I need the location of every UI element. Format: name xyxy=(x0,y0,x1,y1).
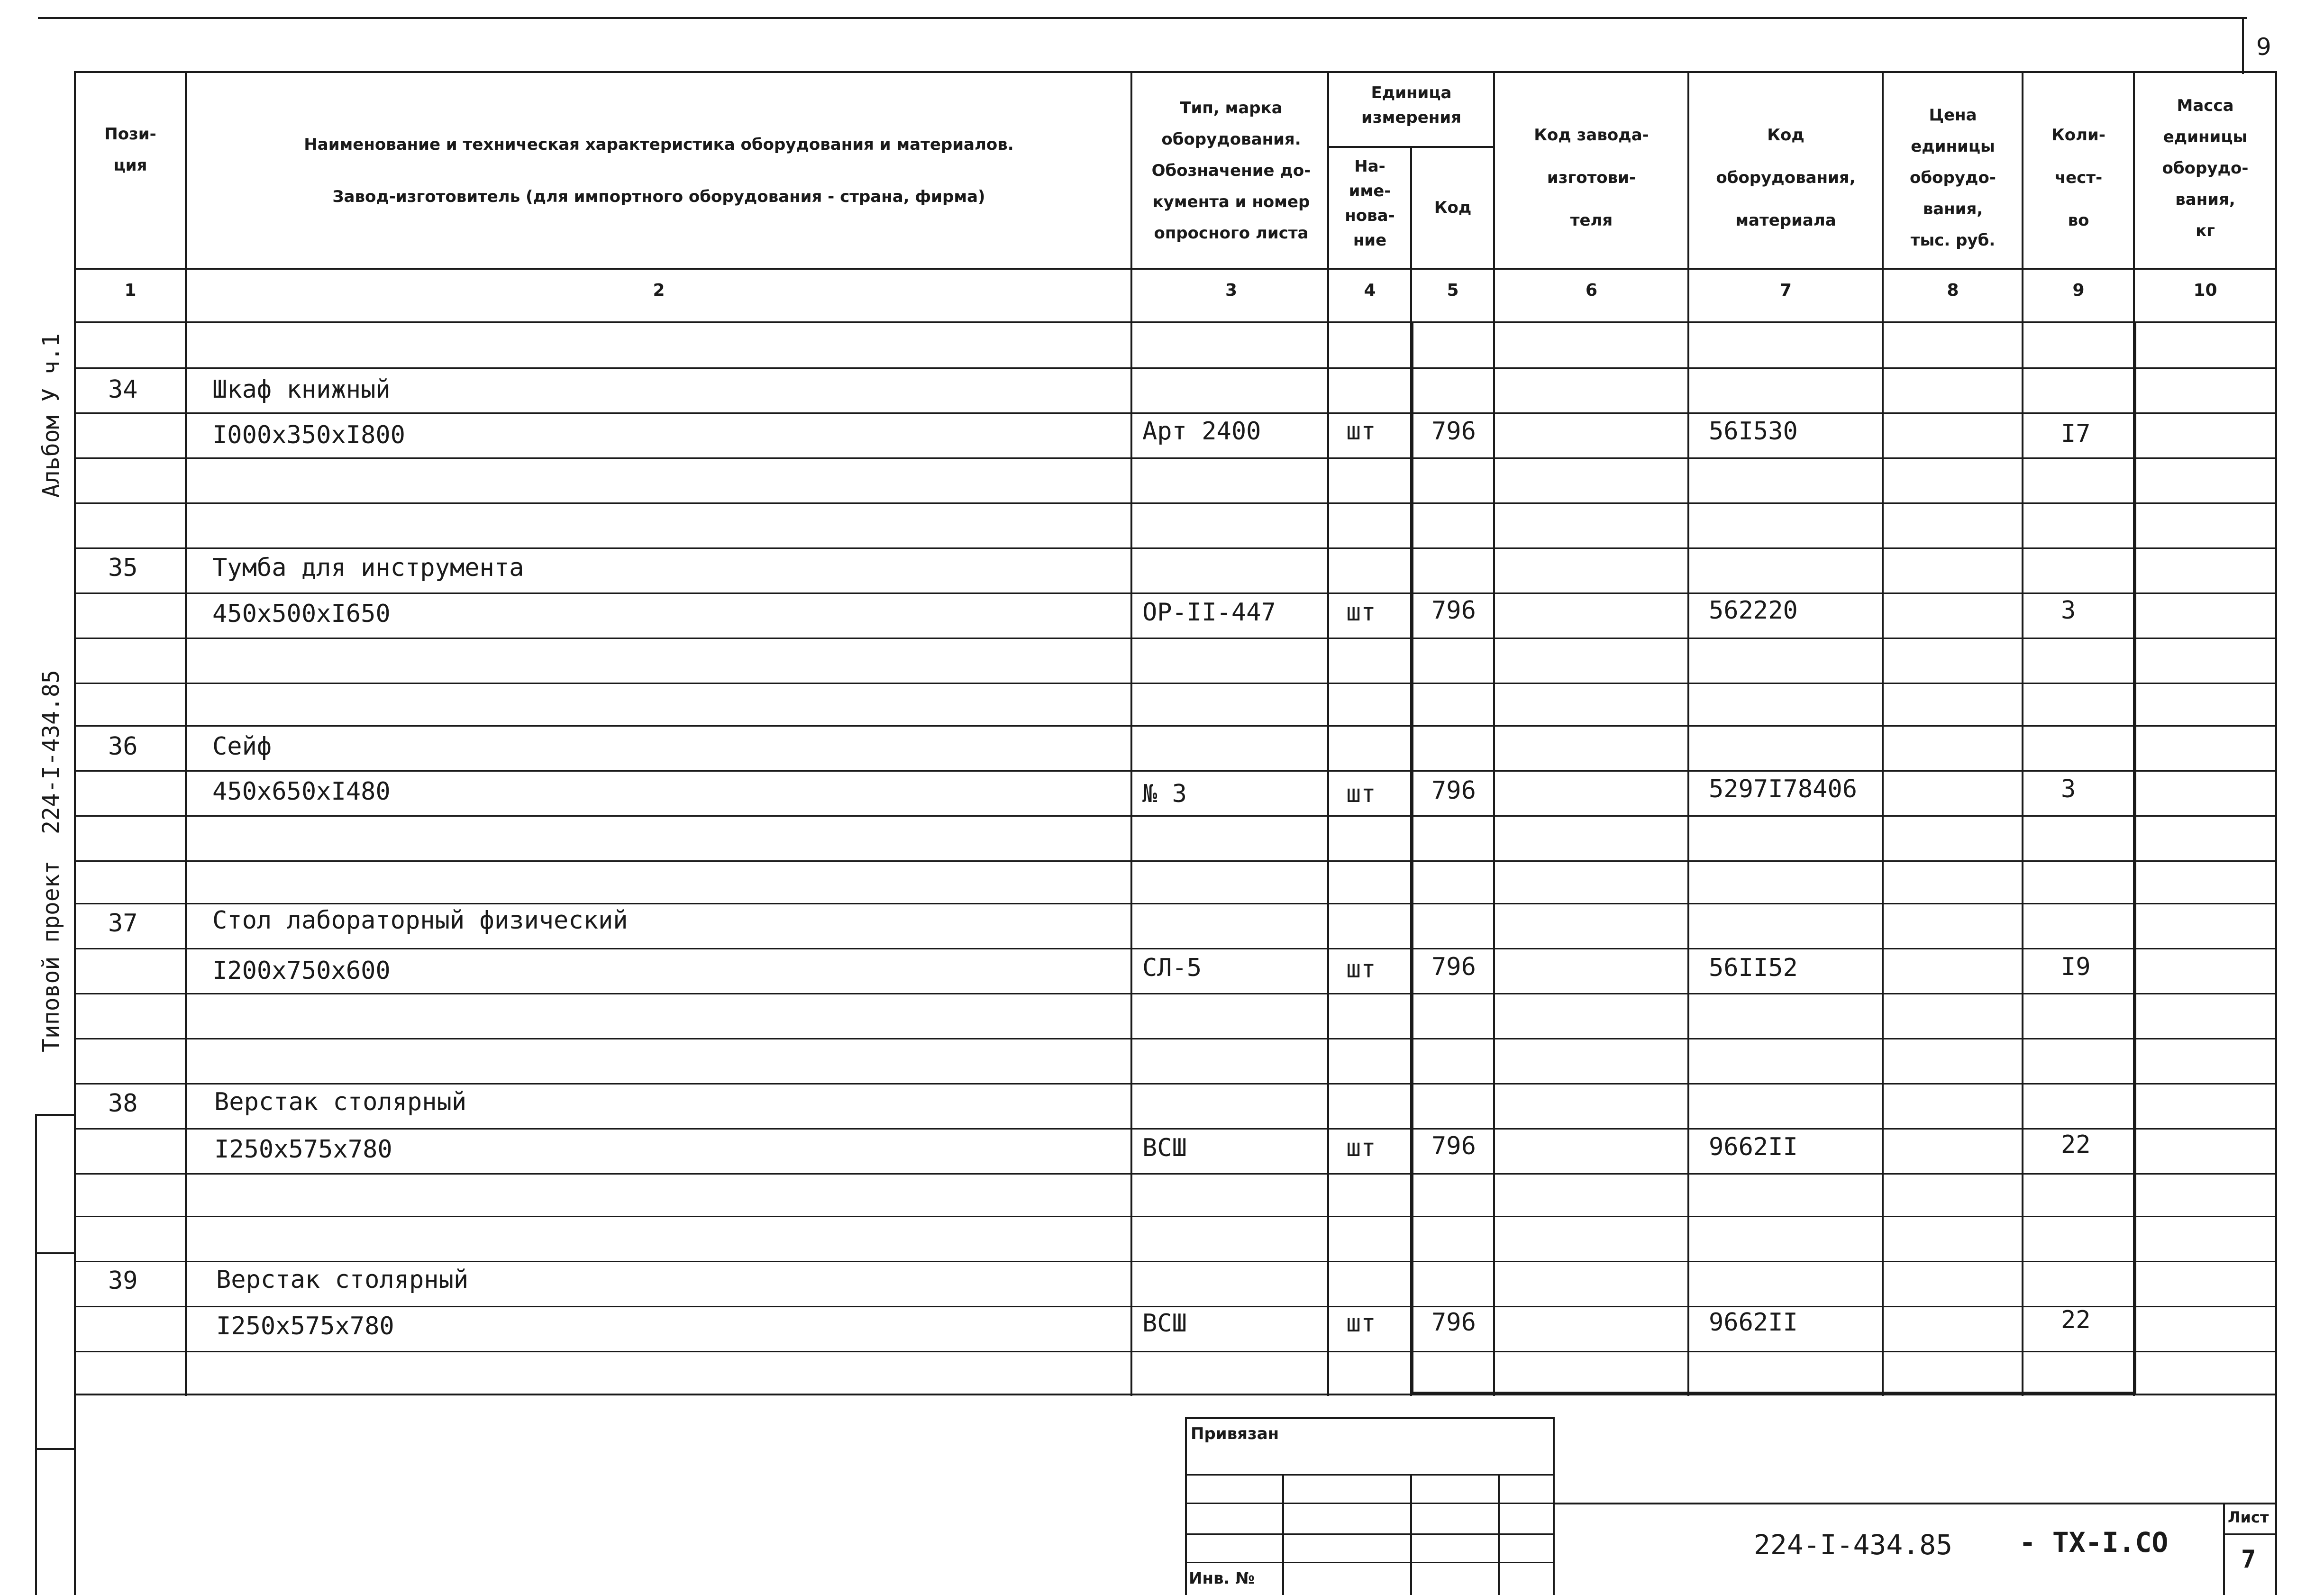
item-dimensions: 450x650xI480 xyxy=(212,777,391,806)
row-line xyxy=(74,1083,2277,1085)
item-equipment-code: 9662II xyxy=(1709,1133,1798,1161)
column-number: 7 xyxy=(1779,281,1792,300)
column-numbers-divider xyxy=(74,321,2277,323)
column-number: 1 xyxy=(124,281,137,300)
row-line xyxy=(74,860,2277,862)
stamp-line xyxy=(1185,1417,1555,1419)
col-line xyxy=(1130,71,1132,1396)
row-line xyxy=(74,1038,2277,1039)
left-stamp-line xyxy=(35,1252,75,1254)
row-line xyxy=(74,502,2277,504)
item-type: ВСШ xyxy=(1142,1309,1187,1338)
row-line xyxy=(74,1351,2277,1352)
item-type: СЛ-5 xyxy=(1142,954,1202,982)
row-line xyxy=(74,457,2277,459)
stamp-line xyxy=(1410,1474,1412,1595)
item-name: Шкаф книжный xyxy=(212,375,391,404)
item-unit-code: 796 xyxy=(1431,417,1476,446)
row-line xyxy=(74,815,2277,817)
item-unit-code: 796 xyxy=(1431,1308,1476,1337)
header-divider xyxy=(74,268,2277,270)
side-label-typical-project: Типовой проект xyxy=(38,860,64,1052)
item-equipment-code: 9662II xyxy=(1709,1308,1798,1337)
col-line xyxy=(2022,71,2023,1396)
row-line xyxy=(74,725,2277,727)
header-mass: Масса единицы оборудо- вания, кг xyxy=(2162,96,2249,240)
header-type: Тип, марка оборудования. Обозначение до- кумента и номер опросного листа xyxy=(1151,99,1311,243)
row-line xyxy=(74,770,2277,772)
left-stamp-line xyxy=(35,1448,75,1450)
col-line xyxy=(1327,71,1329,1396)
left-stamp-border xyxy=(35,1114,37,1595)
item-equipment-code: 562220 xyxy=(1709,596,1798,625)
column-number: 3 xyxy=(1225,281,1238,300)
item-position: 39 xyxy=(108,1267,138,1295)
item-quantity: 3 xyxy=(2061,775,2076,803)
page-number: 9 xyxy=(2256,33,2271,61)
row-line xyxy=(74,683,2277,684)
row-line xyxy=(74,1216,2277,1217)
item-unit: шт xyxy=(1346,1309,1376,1338)
column-number: 6 xyxy=(1585,281,1598,300)
row-line xyxy=(74,1173,2277,1175)
row-line xyxy=(74,948,2277,949)
item-dimensions: I000x350xI800 xyxy=(212,421,405,449)
stamp-line xyxy=(1282,1474,1284,1595)
item-unit-code: 796 xyxy=(1431,1132,1476,1160)
item-type: ОР-II-447 xyxy=(1142,598,1276,627)
item-position: 34 xyxy=(108,375,138,404)
stamp-line xyxy=(2223,1533,2277,1535)
header-quantity: Коли- чест- во xyxy=(2051,126,2105,230)
item-equipment-code: 56I530 xyxy=(1709,417,1798,446)
header-unit-name: На- име- нова- ние xyxy=(1345,157,1395,250)
stamp-line xyxy=(1185,1417,1187,1595)
column-number: 9 xyxy=(2072,281,2085,300)
item-unit: шт xyxy=(1346,955,1376,984)
page-number-box-border xyxy=(2242,19,2244,74)
row-line xyxy=(74,1128,2277,1130)
item-unit-code: 796 xyxy=(1431,953,1476,981)
table-bottom-line xyxy=(74,1394,2277,1395)
header-unit-code: Код xyxy=(1434,198,1472,217)
row-line xyxy=(74,1261,2277,1262)
item-position: 37 xyxy=(108,909,138,938)
item-type: № 3 xyxy=(1142,780,1187,808)
side-label-project-code: 224-I-434.85 xyxy=(38,670,64,834)
item-quantity: I9 xyxy=(2061,953,2091,981)
bound-label: Привязан xyxy=(1191,1424,1279,1443)
item-name: Тумба для инструмента xyxy=(212,554,524,582)
row-line xyxy=(74,1306,2277,1307)
column-number: 8 xyxy=(1947,281,1959,300)
column-number: 2 xyxy=(653,281,665,300)
item-unit-code: 796 xyxy=(1431,776,1476,805)
row-line xyxy=(74,993,2277,994)
row-line xyxy=(74,412,2277,414)
top-border-line xyxy=(38,17,2247,19)
item-position: 38 xyxy=(108,1089,138,1118)
item-unit: шт xyxy=(1346,417,1376,446)
item-position: 35 xyxy=(108,554,138,582)
item-quantity: 3 xyxy=(2061,596,2076,625)
left-stamp-line xyxy=(35,1114,75,1116)
item-name: Сейф xyxy=(212,732,272,761)
item-unit: шт xyxy=(1346,780,1376,808)
stamp-line xyxy=(1553,1417,1555,1595)
side-label-album: Альбом У ч.1 xyxy=(38,333,64,498)
stamp-line xyxy=(2275,1503,2277,1595)
stamp-line xyxy=(1553,1503,2277,1504)
item-dimensions: 450x500xI650 xyxy=(212,600,391,628)
document-suffix: - ТХ-I.СО xyxy=(2019,1526,2169,1559)
document-code: 224-I-434.85 xyxy=(1754,1529,1953,1561)
item-unit-code: 796 xyxy=(1431,596,1476,625)
col-line xyxy=(1687,71,1689,1396)
item-type: ВСШ xyxy=(1142,1134,1187,1162)
inventory-number-label: Инв. № xyxy=(1189,1569,1255,1588)
col-line xyxy=(1882,71,1884,1396)
header-price: Цена единицы оборудо- вания, тыс. руб. xyxy=(1910,106,1996,250)
item-equipment-code: 56II52 xyxy=(1709,954,1798,982)
row-line xyxy=(74,367,2277,369)
bold-col-line xyxy=(2133,322,2136,1394)
stamp-line xyxy=(2223,1503,2225,1595)
row-line xyxy=(74,903,2277,904)
item-quantity: 22 xyxy=(2061,1306,2091,1334)
header-position: Пози- ция xyxy=(104,125,156,175)
item-quantity: 22 xyxy=(2061,1130,2091,1159)
sheet-label: Лист xyxy=(2228,1508,2269,1526)
column-number: 10 xyxy=(2193,281,2217,300)
column-number: 4 xyxy=(1364,281,1376,300)
sheet-number: 7 xyxy=(2241,1545,2256,1574)
stamp-line xyxy=(1498,1474,1500,1595)
header-unit: Единица измерения xyxy=(1361,83,1461,127)
header-factory-code: Код завода- изготови- теля xyxy=(1534,126,1649,230)
item-position: 36 xyxy=(108,732,138,761)
item-name: Стол лабораторный физический xyxy=(212,906,628,935)
header-name: Наименование и техническая характеристика оборудования и материалов. Завод-изготовитель (для импортного оборудования - страна, фирма) xyxy=(304,135,1014,206)
item-dimensions: I200x750x600 xyxy=(212,957,391,985)
item-equipment-code: 5297I78406 xyxy=(1709,775,1858,803)
col-line xyxy=(1493,71,1495,1396)
item-name: Верстак столярный xyxy=(216,1266,469,1294)
item-dimensions: I250x575x780 xyxy=(214,1135,392,1164)
table-right-border xyxy=(2275,71,2277,1512)
item-unit: шт xyxy=(1346,1134,1376,1162)
item-unit: шт xyxy=(1346,598,1376,627)
row-line xyxy=(74,592,2277,594)
row-line xyxy=(74,638,2277,639)
header-equipment-code: Код оборудования, материала xyxy=(1716,126,1856,230)
bold-col-line xyxy=(1410,322,1413,1394)
table-top-border xyxy=(74,71,2277,73)
item-dimensions: I250x575x780 xyxy=(216,1312,394,1340)
item-quantity: I7 xyxy=(2061,419,2091,448)
row-line xyxy=(74,547,2277,549)
col-line xyxy=(185,71,187,1396)
unit-subheader-line xyxy=(1327,146,1495,148)
item-name: Верстак столярный xyxy=(214,1088,467,1116)
item-type: Арт 2400 xyxy=(1142,417,1261,446)
column-number: 5 xyxy=(1447,281,1459,300)
